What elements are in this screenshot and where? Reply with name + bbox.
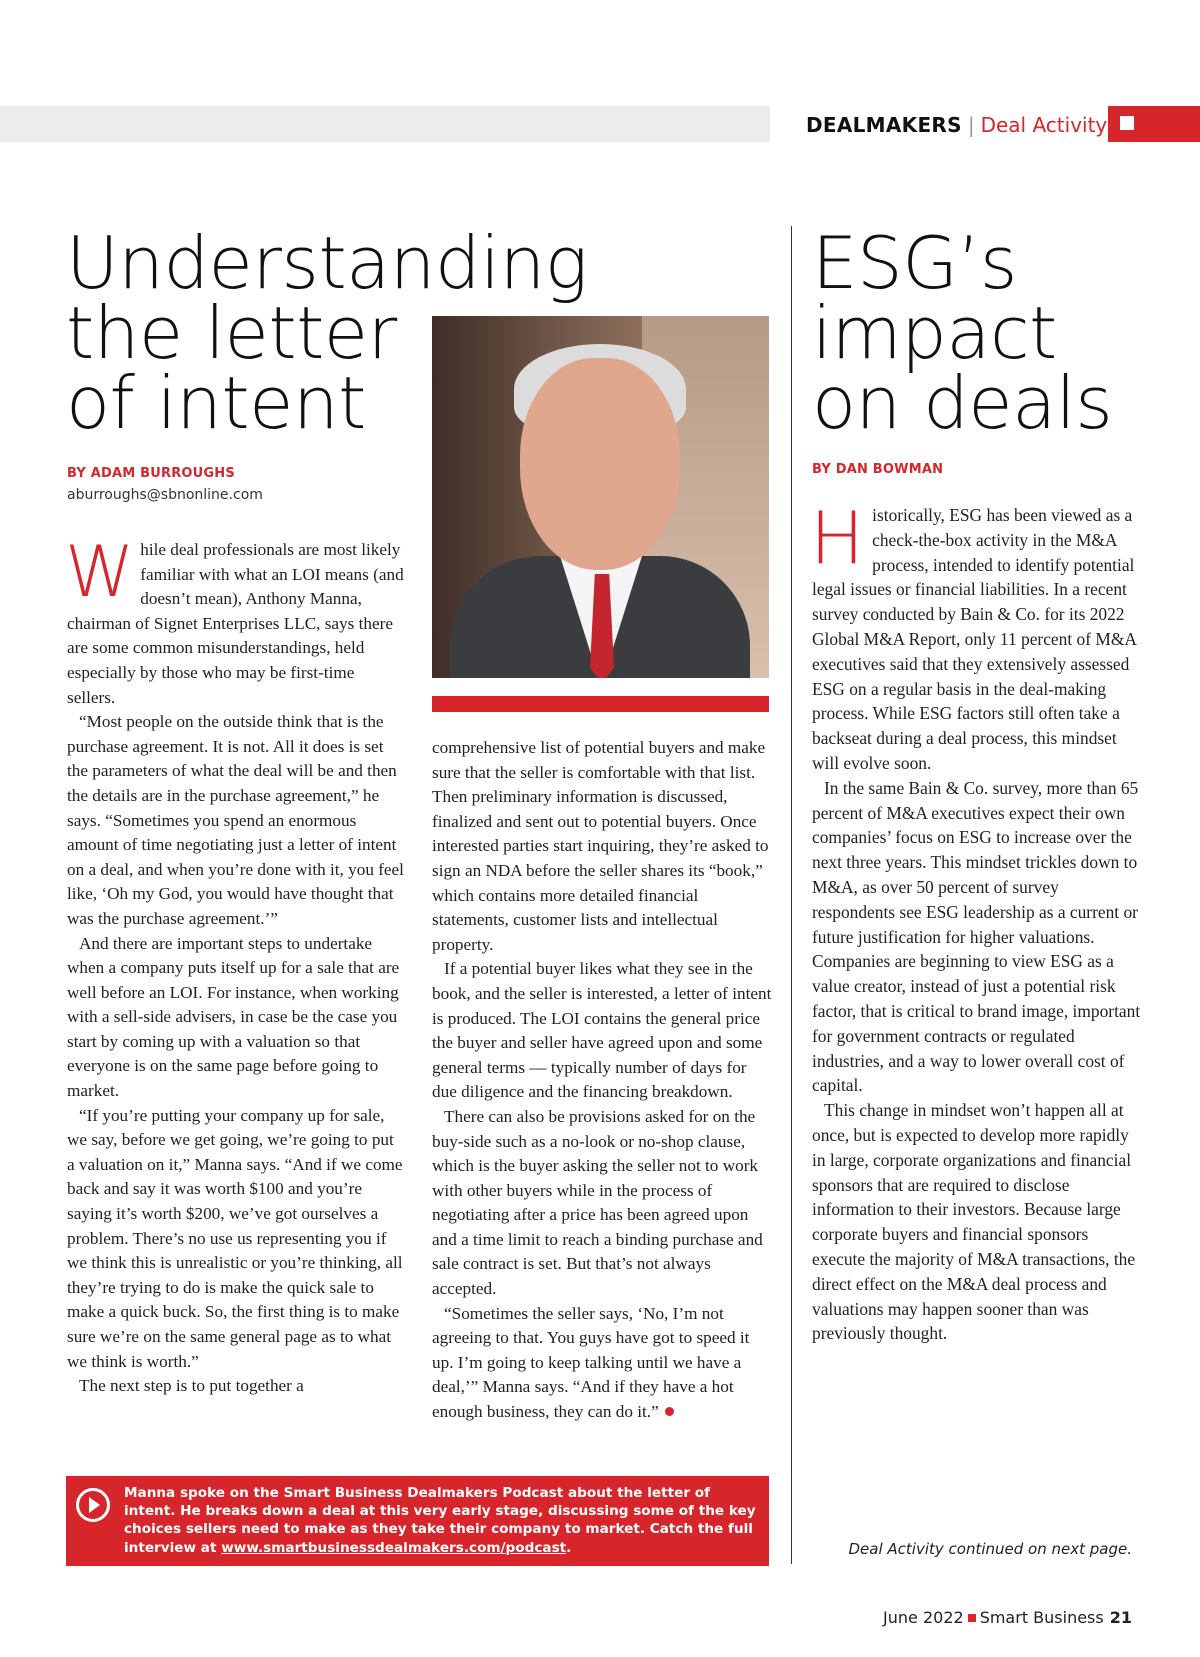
article2-byline: BY DAN BOWMAN bbox=[812, 462, 944, 477]
paragraph: comprehensive list of potential buyers and make sure that the seller is comfortable with that list. Then preliminary information is discussed, finalized and sent out to potential buyers. Once interested parties start inquiring, they’re asked to sign an NDA before the seller shares its “book,” which contains more detailed financial statements, customer lists and intellectual property. bbox=[432, 738, 769, 954]
paragraph: The next step is to put together a bbox=[79, 1376, 304, 1396]
page-number: 21 bbox=[1109, 1608, 1132, 1627]
subsection-name: Deal Activity bbox=[980, 113, 1108, 137]
article1-title-line: Understanding bbox=[66, 221, 588, 305]
paragraph: Historically, ESG has been viewed as a check-the-box activity in the M&A process, intended to identify potential legal issues or financial liabilities. In a recent survey conducted by Bain & Co. for its 2022 Global M&A Report, only 11 percent of M&A executives said that they extensively assessed ESG on a regular basis in the deal-making process. While ESG factors still often take a backseat during a deal process, this mindset will evolve soon. bbox=[810, 496, 1136, 773]
paragraph: “Most people on the outside think that is the purchase agreement. It is not. All it does is set the parameters of what the deal will be and then the details are in the purchase agreement,” he says. “Sometimes you spend an enormous amount of time negotiating just a letter of intent on a deal, and when you’re done with it, you feel like, ‘Oh my God, you would have thought that was the purchase agreement.’” bbox=[67, 712, 404, 928]
footer-date: June 2022 bbox=[883, 1608, 964, 1627]
paragraph: And there are important steps to undertake when a company puts itself up for a sale that are well before an LOI. For instance, when working with a sell-side advisers, in case be the case you start by coming up with a valuation so that everyone is on the same page before going to market. bbox=[67, 933, 400, 1101]
podcast-link[interactable]: www.smartbusinessdealmakers.com/podcast bbox=[221, 1539, 567, 1556]
column-divider bbox=[791, 226, 792, 1564]
article2-title bbox=[812, 221, 1113, 445]
footer-publication: Smart Business bbox=[979, 1608, 1104, 1627]
article1-column-1 bbox=[65, 531, 405, 1399]
podcast-text: Manna spoke on the Smart Business Dealmakers Podcast about the letter of intent. He breaks down a deal at this very early stage, discussing some of the key choices sellers need to make as they take their company to market. Catch the full interview at www.smartbusinessdealmakers.com/podcast. bbox=[124, 1485, 756, 1556]
paragraph: If a potential buyer likes what they see in the book, and the seller is interested, a letter of intent is produced. The LOI contains the general price the buyer and seller have agreed upon and some general terms — typically number of days for due diligence and the financing breakdown. bbox=[432, 959, 772, 1102]
section-separator: | bbox=[967, 113, 975, 137]
drop-cap: W bbox=[65, 531, 135, 613]
paragraph: In the same Bain & Co. survey, more than 65 percent of M&A executives expect their own companies’ focus on ESG to increase over the next three years. This mindset trickles down to M&A, as over 50 percent of survey respondents see ESG leadership as a current or future justification for higher valuations. Companies are beginning to view ESG as a value creator, instead of just a potential risk factor, that is critical to brand image, important for government contracts or regulated industries, and a way to lower overall cost of capital. bbox=[812, 777, 1141, 1096]
portrait-photo bbox=[432, 316, 769, 678]
article1-title-line: of intent bbox=[66, 361, 366, 445]
paragraph: While deal professionals are most likely familiar with what an LOI means (and doesn’t mean), Anthony Manna, chairman of Signet Enterprises LLC, says there are some common misunderstandings, held especially by those who may be first-time sellers. bbox=[65, 531, 404, 707]
section-name: DEALMAKERS bbox=[806, 113, 962, 137]
drop-cap: H bbox=[810, 496, 865, 580]
section-label bbox=[806, 110, 1107, 140]
continued-note: Deal Activity continued on next page. bbox=[848, 1540, 1132, 1558]
photo-accent-bar bbox=[432, 696, 769, 712]
paragraph: This change in mindset won’t happen all at once, but is expected to develop more rapidly in large, corporate organizations and financial sponsors that are required to disclose information to their investors. Because large corporate buyers and financial sponsors execute the majority of M&A transactions, the direct effect on the M&A deal process and valuations may happen sooner than was previously thought. bbox=[812, 1100, 1136, 1344]
article2-title-line: on deals bbox=[812, 361, 1113, 445]
header-band bbox=[0, 106, 770, 142]
article1-byline: BY ADAM BURROUGHS bbox=[67, 466, 235, 481]
article1-column-2 bbox=[432, 736, 772, 1425]
page-footer bbox=[860, 1608, 1132, 1627]
article2-title-line: ESG’s bbox=[812, 221, 1017, 305]
article1-email: aburroughs@sbnonline.com bbox=[67, 487, 263, 503]
article2-title-line: impact bbox=[812, 291, 1057, 375]
end-mark-icon bbox=[665, 1407, 674, 1416]
play-icon[interactable] bbox=[76, 1488, 110, 1522]
paragraph: There can also be provisions asked for on the buy-side such as a no-look or no-shop clause, which is the buyer asking the seller not to work with other buyers while in the process of negotiating after a price has been agreed upon and a time limit to reach a binding purchase and sale contract is set. But that’s not always accepted. bbox=[432, 1106, 763, 1299]
podcast-callout bbox=[66, 1476, 769, 1566]
section-marker-icon bbox=[1108, 106, 1200, 142]
paragraph: “If you’re putting your company up for sale, we say, before we get going, we’re going to put a valuation on it,” Manna says. “And if we come back and say it was worth $100 and you’re saying it’s worth $200, we’ve got ourselves a problem. There’s no use us representing you if we think this is unrealistic or you’re thinking, all they’re trying to do is make the quick sale to make a quick buck. So, the first thing is to make sure we’re on the same general page as to what we think is worth.” bbox=[67, 1105, 403, 1371]
footer-square-icon bbox=[968, 1614, 976, 1622]
article1-title-line: the letter bbox=[66, 291, 397, 375]
article2-column bbox=[810, 496, 1144, 1346]
paragraph: “Sometimes the seller says, ‘No, I’m not agreeing to that. You guys have got to speed it up. I’m going to keep talking until we have a deal,’” Manna says. “And if they have a hot enough business, they can do it.” bbox=[432, 1303, 750, 1422]
